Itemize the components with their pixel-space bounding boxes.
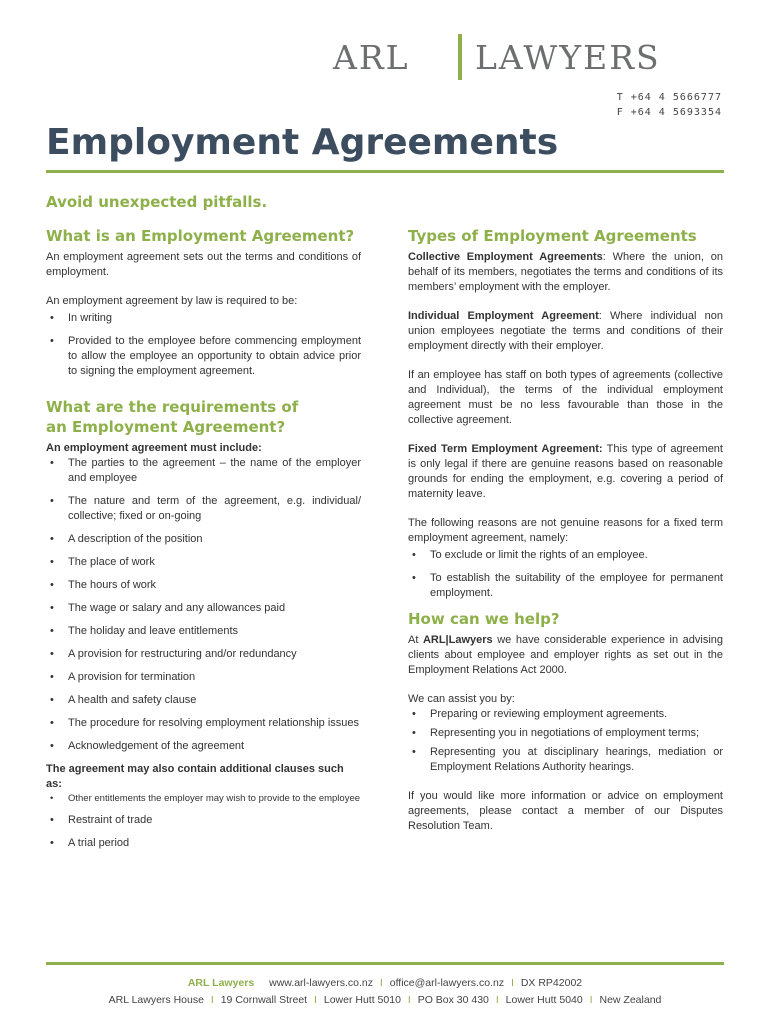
collective-label: Collective Employment Agreements xyxy=(408,251,603,263)
list-item: • A provision for restructuring and/or redundancy xyxy=(46,647,361,662)
assist-label: We can assist you by: xyxy=(408,693,515,705)
page-title: Employment Agreements xyxy=(46,122,559,163)
heading-types: Types of Employment Agreements xyxy=(408,227,697,245)
list-item: • Acknowledgement of the agreement xyxy=(46,739,361,754)
collective-text: : Where the union, on behalf of its members, negotiates the terms and conditions of its members’ employment with the employer. xyxy=(408,251,723,293)
heading-requirements: What are the requirements of an Employment Agreement? xyxy=(46,398,299,436)
right-column xyxy=(408,226,723,848)
list-item: • A trial period xyxy=(46,836,361,851)
footer-separator: I xyxy=(589,994,593,1006)
list-item: • The nature and term of the agreement, e.g. individual/ collective; fixed or on-going xyxy=(46,494,361,524)
paragraph-individual xyxy=(408,309,723,354)
list-item: • To exclude or limit the rights of an employee. xyxy=(408,548,723,563)
phone-number: T +64 4 5666777 xyxy=(616,92,722,103)
list-item: • In writing xyxy=(46,311,361,326)
footer-separator: I xyxy=(407,994,411,1006)
logo-text-arl: ARL xyxy=(333,38,410,77)
must-include-list xyxy=(46,456,361,754)
contact-numbers xyxy=(617,90,722,120)
footer-separator: I xyxy=(379,977,383,989)
may-contain-label: The agreement may also contain additional clauses such as: xyxy=(46,763,344,790)
list-item: • The parties to the agreement – the name of the employer and employee xyxy=(46,456,361,486)
assist-list xyxy=(408,707,723,775)
list-item: • Preparing or reviewing employment agreements. xyxy=(408,707,723,722)
list-item: • Representing you at disciplinary hearings, mediation or Employment Relations Authority hearings. xyxy=(408,745,723,775)
fixed-term-text: This type of agreement is only legal if there are genuine reasons based on reasonable grounds for ending the employment, e.g. covering a period of maternity leave. xyxy=(408,443,723,500)
paragraph-fixed-term xyxy=(408,442,723,502)
footer-address-part: PO Box 30 430 xyxy=(417,994,489,1006)
title-divider xyxy=(46,170,724,173)
logo-divider xyxy=(458,34,462,80)
paragraph-help xyxy=(408,633,723,678)
list-item: • The wage or salary and any allowances paid xyxy=(46,601,361,616)
logo-text-lawyers: LAWYERS xyxy=(475,38,661,77)
fax-number: F +64 4 5693354 xyxy=(616,107,722,118)
paragraph-both-types: If an employee has staff on both types of agreements (collective and Individual), the terms of the individual employment agreement must be no less favourable than those in the collective agreement. xyxy=(408,369,723,426)
footer-address-line xyxy=(0,994,770,1006)
list-item: • Representing you in negotiations of employment terms; xyxy=(408,726,723,741)
footer-address-part: 19 Cornwall Street xyxy=(220,994,308,1006)
not-genuine-list xyxy=(408,548,723,601)
footer-brand: ARL Lawyers xyxy=(187,977,255,989)
list-item: • A description of the position xyxy=(46,532,361,547)
page-subtitle: Avoid unexpected pitfalls. xyxy=(46,193,268,211)
footer-dx: DX RP42002 xyxy=(520,977,583,989)
footer-separator: I xyxy=(495,994,499,1006)
list-item: • A health and safety clause xyxy=(46,693,361,708)
footer-separator: I xyxy=(210,994,214,1006)
heading-what-is: What is an Employment Agreement? xyxy=(46,227,355,245)
paragraph-closing: If you would like more information or advice on employment agreements, please contact a member of our Disputes Resolution Team. xyxy=(408,790,723,832)
footer-email[interactable]: office@arl-lawyers.co.nz xyxy=(389,977,505,989)
help-post-text: we have considerable experience in advising clients about employee and employer rights as set out in the Employment Relations Act 2000. xyxy=(408,634,724,676)
footer-website[interactable]: www.arl-lawyers.co.nz xyxy=(269,977,373,989)
footer-contact-line xyxy=(0,977,770,989)
paragraph-required: An employment agreement by law is required to be: xyxy=(46,295,298,307)
footer-address-part: Lower Hutt 5010 xyxy=(323,994,401,1006)
company-logo xyxy=(333,34,733,80)
left-column xyxy=(46,226,361,859)
help-brand: ARL|Lawyers xyxy=(422,634,493,646)
list-item: • The hours of work xyxy=(46,578,361,593)
footer-address-part: ARL Lawyers House xyxy=(108,994,204,1006)
individual-label: Individual Employment Agreement xyxy=(408,310,599,322)
paragraph-definition: An employment agreement sets out the terms and conditions of employment. xyxy=(46,251,361,278)
paragraph-collective xyxy=(408,250,723,295)
list-item: • Provided to the employee before commencing employment to allow the employee an opportunity to obtain advice prior to signing the employment agreement. xyxy=(46,334,361,379)
individual-text: : Where individual non union employees negotiate the terms and conditions of their employment directly with their employer. xyxy=(408,310,724,352)
fixed-term-label: Fixed Term Employment Agreement: xyxy=(408,443,603,455)
footer-separator: I xyxy=(314,994,317,1006)
list-item: • The procedure for resolving employment relationship issues xyxy=(46,716,361,731)
list-item: • The place of work xyxy=(46,555,361,570)
list-item: • To establish the suitability of the employee for permanent employment. xyxy=(408,571,723,601)
footer-address-part: Lower Hutt 5040 xyxy=(505,994,583,1006)
may-contain-list xyxy=(46,792,361,851)
help-pre-text: At xyxy=(408,634,423,646)
list-item: • Other entitlements the employer may wish to provide to the employee xyxy=(46,792,361,805)
footer-address-part: New Zealand xyxy=(599,994,662,1006)
list-item: • Restraint of trade xyxy=(46,813,361,828)
required-list xyxy=(46,311,361,379)
must-include-label: An employment agreement must include: xyxy=(46,442,262,454)
paragraph-not-genuine: The following reasons are not genuine reasons for a fixed term employment agreement, namely: xyxy=(408,517,723,544)
footer-separator: I xyxy=(511,977,514,989)
list-item: • A provision for termination xyxy=(46,670,361,685)
list-item: • The holiday and leave entitlements xyxy=(46,624,361,639)
footer-divider xyxy=(46,962,724,965)
heading-help: How can we help? xyxy=(408,610,560,628)
